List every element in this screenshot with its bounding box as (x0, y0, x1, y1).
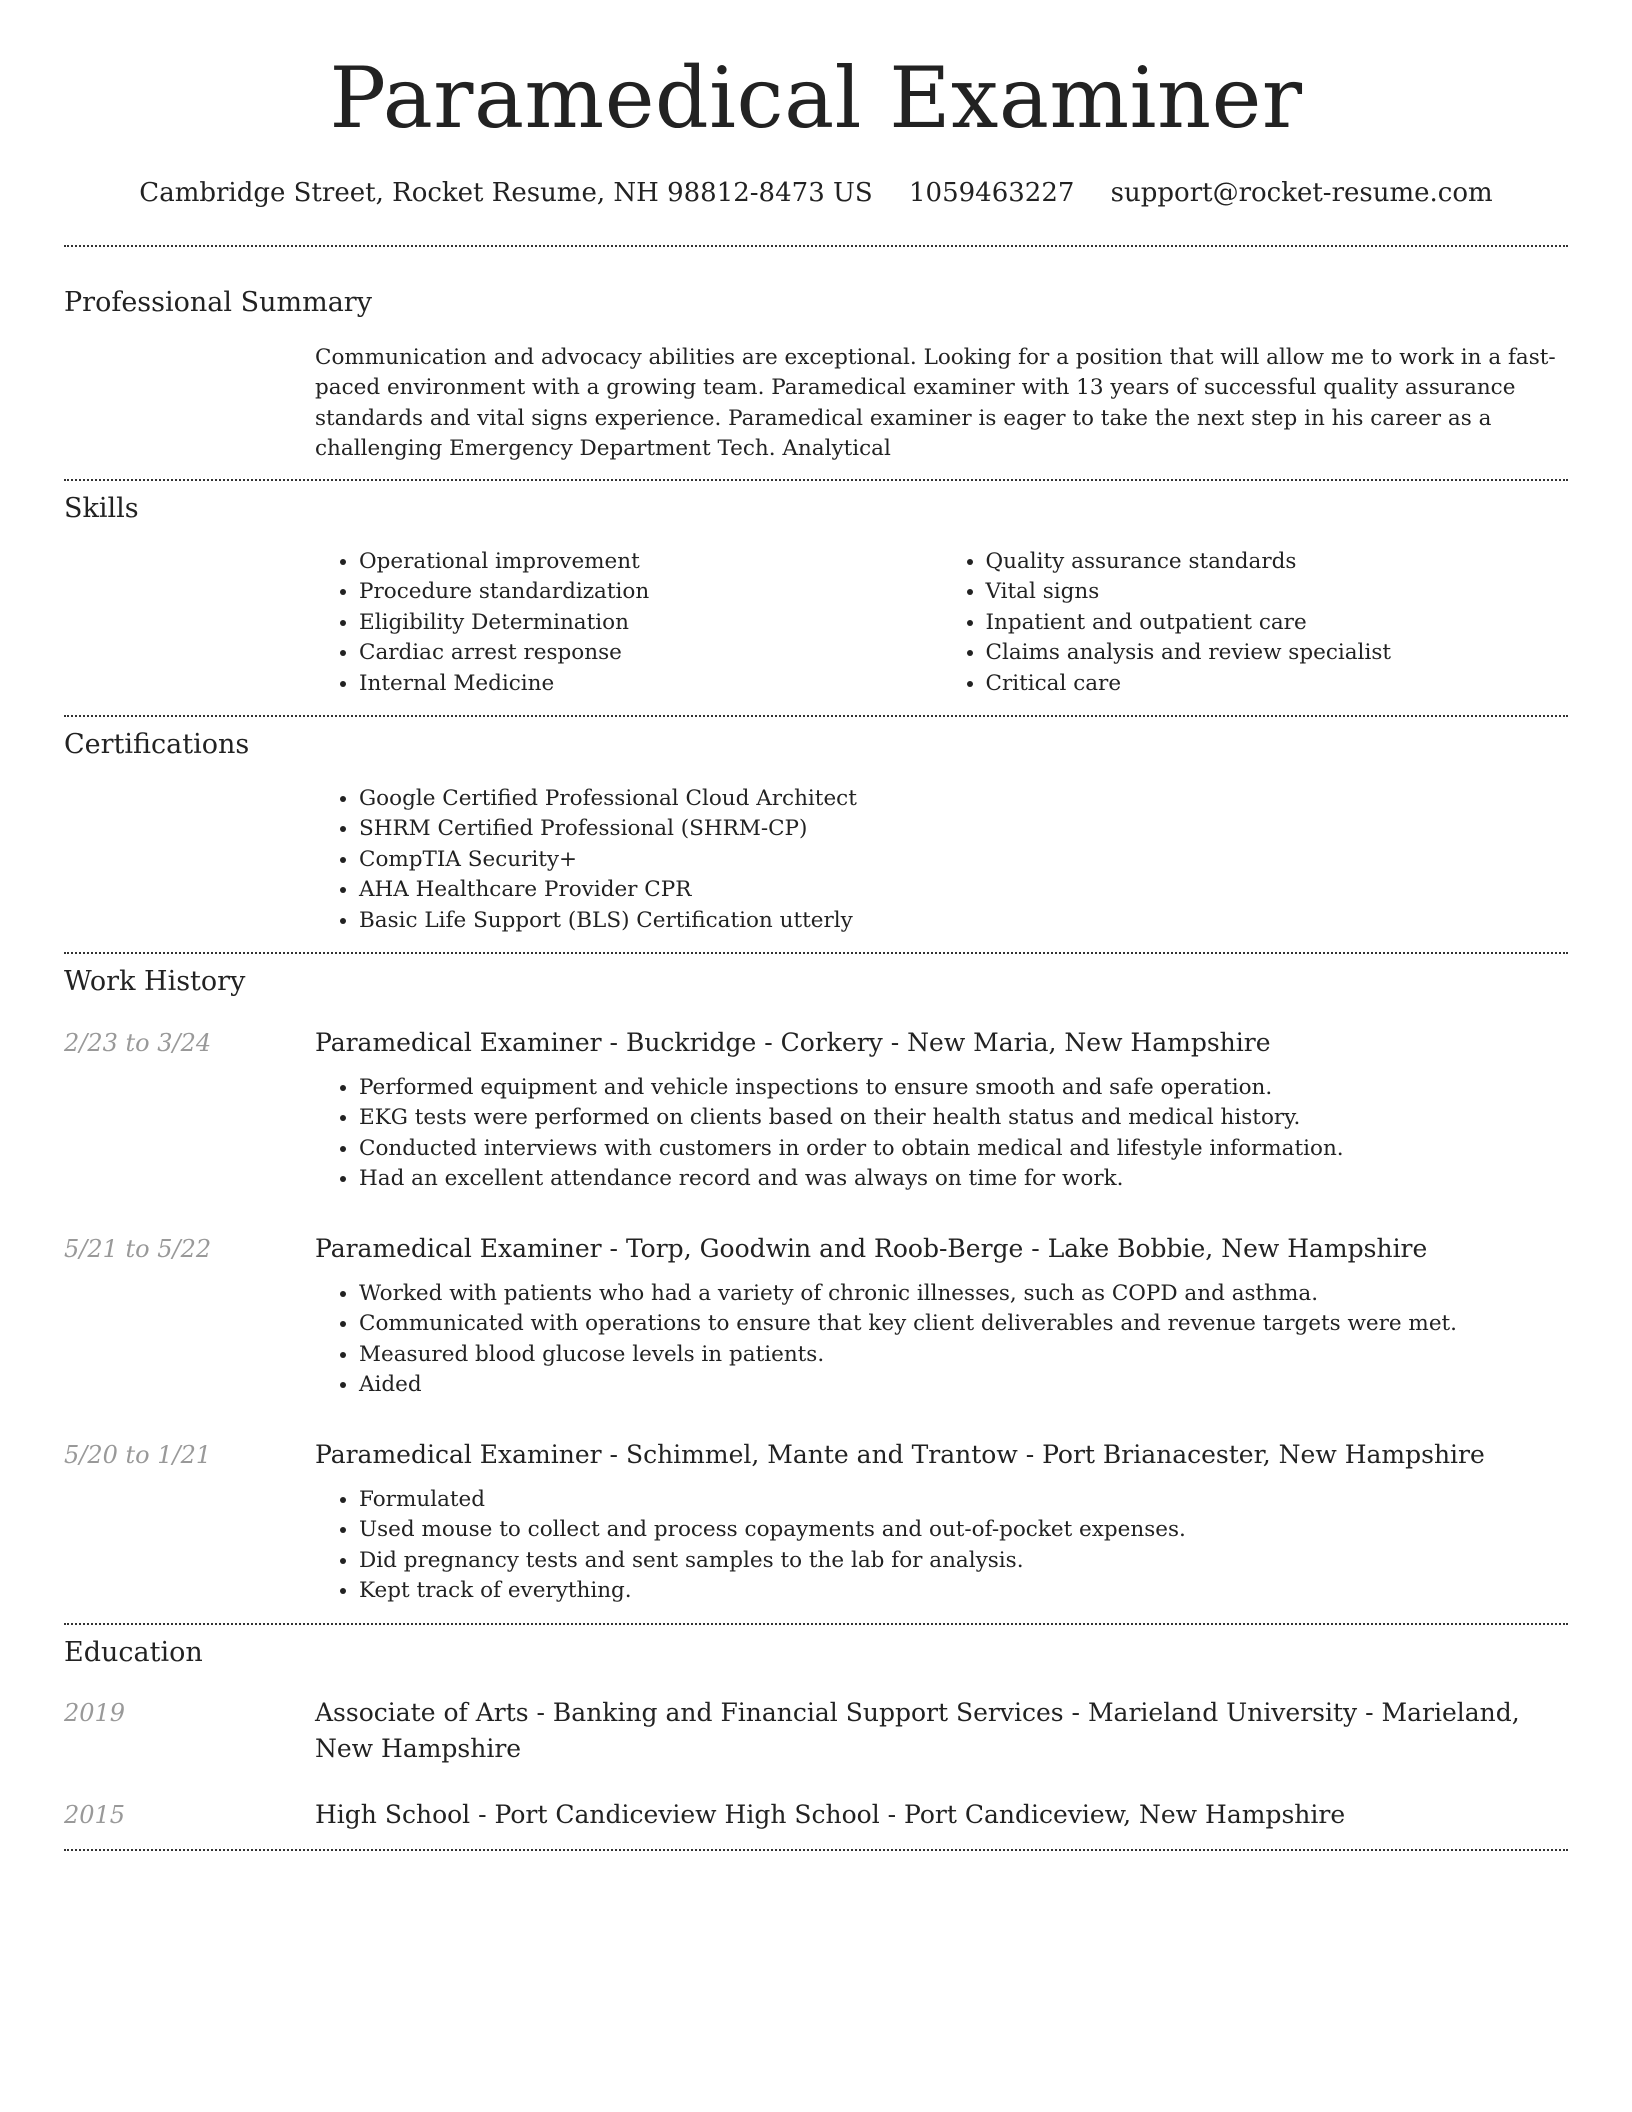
list-item: • Did pregnancy tests and sent samples to the lab for analysis. (359, 1546, 1568, 1577)
certifications-list (315, 784, 1568, 937)
job-header (64, 1025, 1568, 1061)
list-item: • Claims analysis and review specialist (986, 638, 1569, 669)
section-title-summary: Professional Summary (64, 287, 372, 319)
list-item: • AHA Healthcare Provider CPR (359, 875, 1568, 906)
certifications-body (315, 762, 1568, 953)
list-item: • CompTIA Security+ (359, 845, 1568, 876)
job-employer: - Buckridge - Corkery - New Maria, New Hampshire (601, 1027, 1271, 1057)
job-title (315, 1025, 1568, 1061)
education-degree: Associate of Arts - Banking and Financial Support Services (315, 1698, 1064, 1728)
job-bullets (315, 1279, 1568, 1401)
candidate-name: Paramedical Examiner (329, 49, 1303, 147)
education-entry (64, 1767, 1568, 1849)
list-item: • Vital signs (986, 577, 1569, 608)
job-role: Paramedical Examiner (315, 1439, 602, 1469)
section-title-education: Education (64, 1636, 203, 1668)
list-item: • Kept track of everything. (359, 1576, 1568, 1607)
skills-list-right (942, 547, 1569, 700)
section-title-certifications: Certifications (64, 729, 250, 761)
summary-section (64, 247, 1568, 478)
skills-list-left (315, 547, 942, 700)
address: Cambridge Street, Rocket Resume, NH 98812-8473 US (139, 178, 873, 208)
list-item: • Eligibility Determination (359, 608, 942, 639)
list-item: • Inpatient and outpatient care (986, 608, 1569, 639)
education-date: 2015 (64, 1801, 126, 1830)
list-item: • Operational improvement (359, 547, 942, 578)
list-item: • Quality assurance standards (986, 547, 1569, 578)
job-entry (64, 1401, 1568, 1623)
job-role: Paramedical Examiner (315, 1027, 602, 1057)
skills-columns (315, 525, 1568, 716)
list-item: • SHRM Certified Professional (SHRM-CP) (359, 814, 1568, 845)
list-item: • Communicated with operations to ensure that key client deliverables and revenue targets were met. (359, 1309, 1568, 1340)
list-item: • Formulated (359, 1485, 1568, 1516)
divider (64, 1849, 1568, 1851)
list-item: • Google Certified Professional Cloud Architect (359, 784, 1568, 815)
list-item: • Performed equipment and vehicle inspections to ensure smooth and safe operation. (359, 1073, 1568, 1104)
job-date: 5/20 to 1/21 (64, 1440, 212, 1469)
section-title-skills: Skills (64, 492, 139, 524)
list-item: • Internal Medicine (359, 669, 942, 700)
job-title (315, 1437, 1568, 1473)
list-item: • Basic Life Support (BLS) Certification utterly (359, 906, 1568, 937)
job-employer: - Schimmel, Mante and Trantow - Port Brianacester, New Hampshire (601, 1439, 1485, 1469)
job-employer: - Torp, Goodwin and Roob-Berge - Lake Bobbie, New Hampshire (601, 1233, 1428, 1263)
skills-section (64, 481, 1568, 716)
list-item: • Critical care (986, 669, 1569, 700)
list-item: • Worked with patients who had a variety of chronic illnesses, such as COPD and asthma. (359, 1279, 1568, 1310)
education-entry (64, 1669, 1568, 1767)
phone: 1059463227 (908, 178, 1075, 208)
job-date: 2/23 to 3/24 (64, 1028, 212, 1057)
job-bullets (315, 1485, 1568, 1607)
job-title (315, 1231, 1568, 1267)
job-header (64, 1231, 1568, 1267)
list-item: • Measured blood glucose levels in patients. (359, 1340, 1568, 1371)
education-title (315, 1797, 1568, 1833)
list-item: • Had an excellent attendance record and was always on time for work. (359, 1164, 1568, 1195)
education-degree: High School (315, 1800, 471, 1830)
list-item: • EKG tests were performed on clients based on their health status and medical history. (359, 1103, 1568, 1134)
job-bullets (315, 1073, 1568, 1195)
job-role: Paramedical Examiner (315, 1233, 602, 1263)
contact-line (64, 178, 1568, 209)
list-item: • Aided (359, 1370, 1568, 1401)
job-entry (64, 1195, 1568, 1401)
email: support@rocket-resume.com (1110, 178, 1493, 208)
education-section (64, 1625, 1568, 1849)
section-title-work: Work History (64, 966, 246, 998)
list-item: • Procedure standardization (359, 577, 942, 608)
list-item: • Conducted interviews with customers in order to obtain medical and lifestyle information. (359, 1134, 1568, 1165)
job-date: 5/21 to 5/22 (64, 1234, 212, 1263)
education-school: - Marieland University - Marieland, New Hampshire (315, 1698, 1520, 1764)
job-header (64, 1437, 1568, 1473)
summary-text: Communication and advocacy abilities are exceptional. Looking for a position that will allow me to work in a fast-paced environment with a growing team. Paramedical examiner with 13 years of successful quality assurance standards and vital signs experience. Paramedical examiner is eager to take the next step in his career as a challenging Emergency Department Tech. Analytical (315, 344, 1556, 462)
education-title (315, 1695, 1568, 1767)
certifications-section (64, 717, 1568, 952)
list-item: • Cardiac arrest response (359, 638, 942, 669)
education-date: 2019 (64, 1699, 126, 1728)
job-entry (64, 999, 1568, 1195)
list-item: • Used mouse to collect and process copayments and out-of-pocket expenses. (359, 1515, 1568, 1546)
education-school: - Port Candiceview High School - Port Candiceview, New Hampshire (470, 1800, 1346, 1830)
work-section (64, 954, 1568, 1622)
